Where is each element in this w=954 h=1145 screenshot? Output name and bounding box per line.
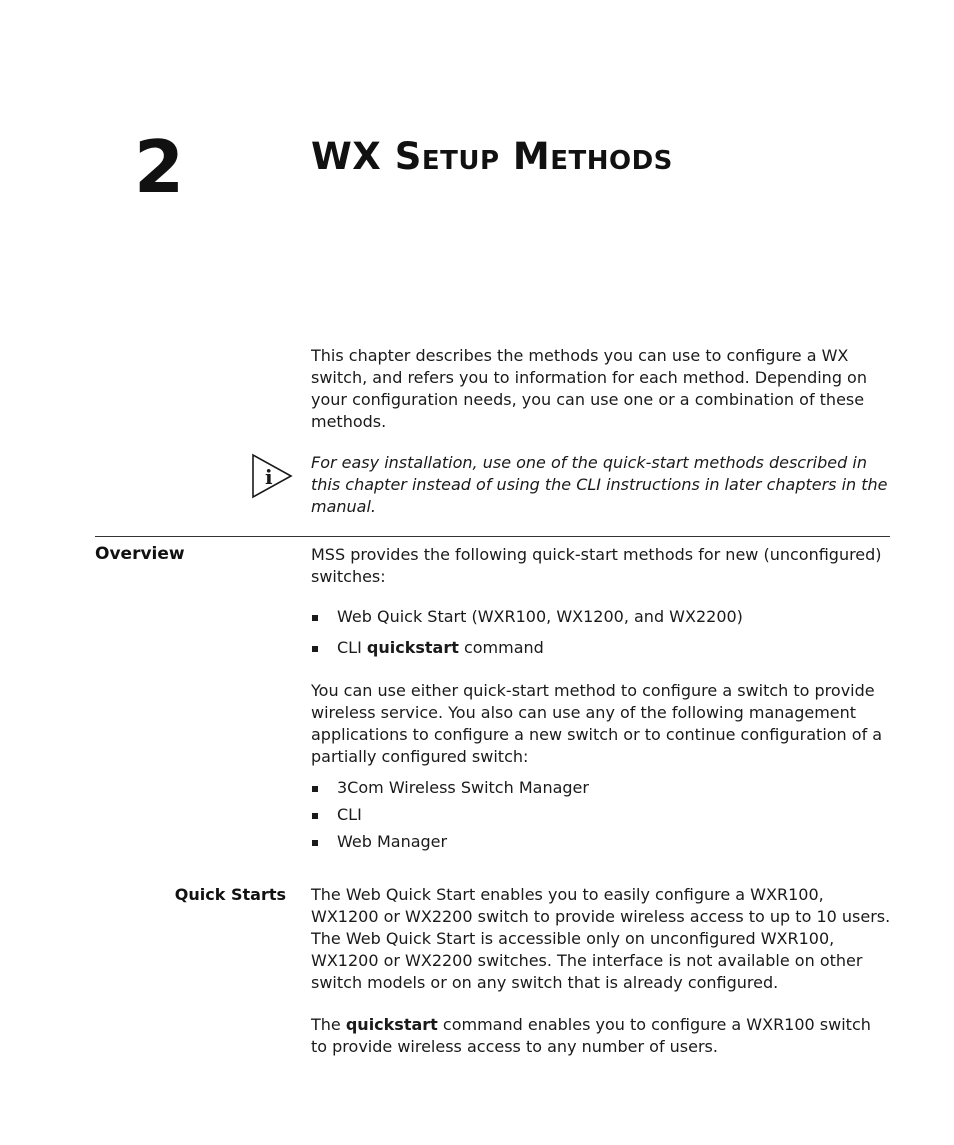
overview-paragraph-2: You can use either quick-start method to configure a switch to provide wireless service. You also can use any of the following management applications to configure a new switch or to continue configuration of a partially configured switch: [311,681,883,766]
quick-starts-paragraph-1: The Web Quick Start enables you to easily configure a WXR100, WX1200 or WX2200 switch to provide wireless access to up to 10 users. The Web Quick Start is accessible only on unconfigured WXR100, WX1200 or WX2200 switches. The interface is not available on other switch models or on any switch that is already configured. [311,885,891,992]
bullet-icon [312,646,318,652]
chapter-number: 2 [134,125,185,209]
list-item-text-suffix: command [458,638,544,657]
list-item [311,637,743,659]
list-item [311,831,589,853]
list-item [311,606,743,628]
list-item-text: 3Com Wireless Switch Manager [337,778,589,797]
note-text: For easy installation, use one of the quick-start methods described in this chapter instead of using the CLI instructions in later chapters in the manual. [311,453,888,516]
bullet-icon [312,786,318,792]
quickstart-methods-list [311,606,743,659]
list-item-text: Web Manager [337,832,448,851]
list-item-text: Web Quick Start (WXR100, WX1200, and WX2200) [337,607,743,626]
command-name: quickstart [345,1015,438,1034]
paragraph-prefix: The [311,1015,346,1034]
overview-paragraph-1: MSS provides the following quick-start methods for new (unconfigured) switches: [311,545,882,586]
management-apps-list [311,777,589,853]
intro-paragraph: This chapter describes the methods you can use to configure a WX switch, and refers you to information for each method. Depending on your configuration needs, you can use one or a combination of these methods. [311,346,867,431]
list-item-text-prefix: CLI [337,638,367,657]
command-name: quickstart [366,638,459,657]
section-divider [95,536,890,537]
bullet-icon [312,840,318,846]
info-icon [251,453,293,499]
chapter-title: WX Setup Methods [311,135,673,178]
overview-heading: Overview [95,544,185,564]
bullet-icon [312,813,318,819]
list-item [311,804,589,826]
paragraph-suffix: command enables you to configure a WXR100 switch to provide wireless access to any number of users. [311,1015,871,1056]
quick-starts-paragraph-2 [311,1014,891,1058]
list-item [311,777,589,799]
quick-starts-heading: Quick Starts [174,885,286,904]
bullet-icon [312,615,318,621]
svg-text:i: i [265,465,273,489]
list-item-text: CLI [337,805,362,824]
